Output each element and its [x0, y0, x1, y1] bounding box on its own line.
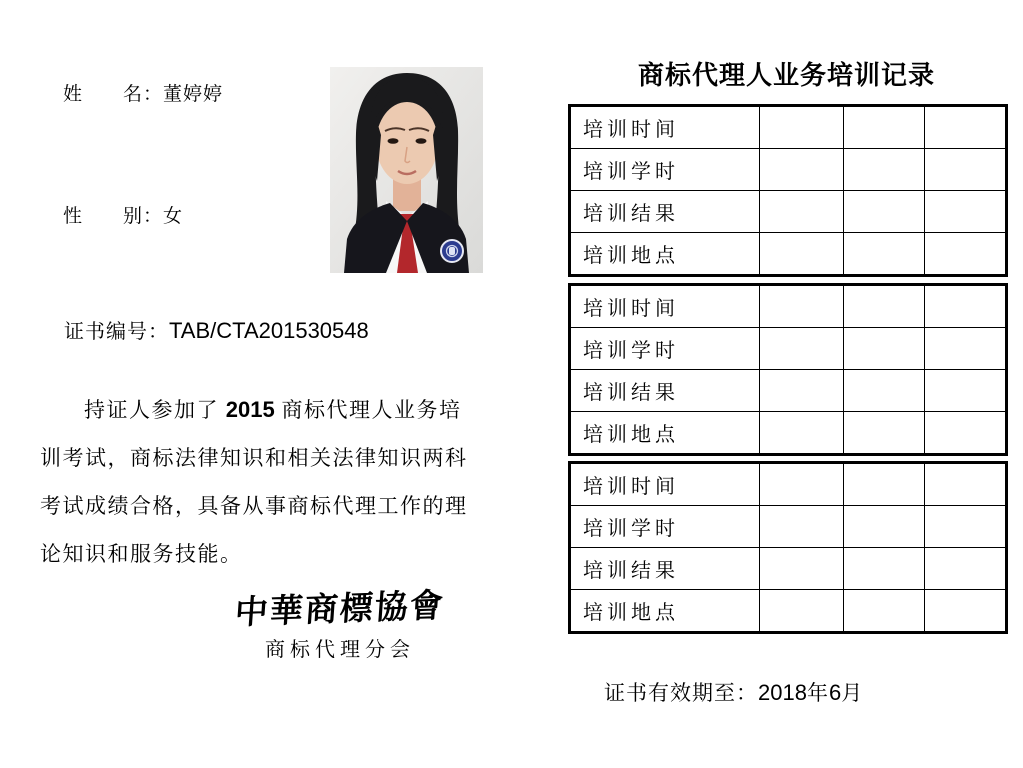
empty-cell [760, 463, 844, 506]
valid-until-year: 2018 [758, 680, 807, 705]
valid-until-month-unit: 月 [841, 681, 864, 705]
table-row [570, 191, 1007, 233]
training-record-table-2 [568, 283, 1008, 456]
statement-line-3: 考试成绩合格，具备从事商标代理工作的理 [40, 494, 468, 518]
association-seal-signature: 中華商標協會 [233, 588, 446, 632]
branch-subtitle: 商标代理分会 [265, 639, 415, 661]
empty-cell [760, 328, 844, 370]
empty-cell [925, 106, 1007, 149]
empty-cell [925, 191, 1007, 233]
statement-line-1: 持证人参加了 2015 商标代理人业务培 [84, 397, 462, 422]
gender-value: 女 [163, 206, 184, 227]
empty-cell [760, 506, 844, 548]
id-photo [330, 67, 483, 273]
training-record-table-1 [568, 104, 1008, 277]
empty-cell [760, 590, 844, 633]
table-row [570, 548, 1007, 590]
row-label-time: 培训时间 [570, 285, 760, 328]
row-label-hours: 培训学时 [570, 328, 760, 370]
valid-until-year-unit: 年 [806, 681, 829, 705]
certificate-number-label: 证书编号： [64, 321, 169, 343]
empty-cell [844, 412, 925, 455]
empty-cell [760, 106, 844, 149]
training-record-table-3 [568, 461, 1008, 634]
row-label-location: 培训地点 [570, 412, 760, 455]
row-label-result: 培训结果 [570, 191, 760, 233]
empty-cell [760, 233, 844, 276]
empty-cell [844, 328, 925, 370]
empty-cell [760, 191, 844, 233]
empty-cell [925, 149, 1007, 191]
gender-label: 性 别： [63, 206, 164, 227]
empty-cell [844, 370, 925, 412]
row-label-location: 培训地点 [570, 590, 760, 633]
name-label: 姓 名： [63, 84, 164, 105]
table-row [570, 370, 1007, 412]
empty-cell [844, 233, 925, 276]
statement-line-2: 训考试，商标法律知识和相关法律知识两科 [40, 446, 468, 470]
row-label-location: 培训地点 [570, 233, 760, 276]
empty-cell [760, 412, 844, 455]
empty-cell [844, 149, 925, 191]
id-photo-graphic [330, 67, 483, 273]
row-label-result: 培训结果 [570, 370, 760, 412]
year-2015: 2015 [225, 397, 275, 422]
certificate-statement [40, 386, 484, 578]
row-label-hours: 培训学时 [570, 506, 760, 548]
table-row [570, 506, 1007, 548]
empty-cell [760, 370, 844, 412]
table-row [570, 463, 1007, 506]
statement-line-4: 论知识和服务技能。 [40, 542, 243, 566]
gender-line [40, 179, 183, 250]
empty-cell [925, 370, 1007, 412]
empty-cell [925, 463, 1007, 506]
certificate-number-line [40, 292, 369, 367]
table-row [570, 328, 1007, 370]
valid-until-label: 证书有效期至： [604, 681, 758, 705]
empty-cell [844, 463, 925, 506]
table-row [570, 412, 1007, 455]
name-line [40, 57, 223, 128]
empty-cell [925, 233, 1007, 276]
valid-until-month: 6 [828, 680, 842, 705]
table-row [570, 285, 1007, 328]
empty-cell [844, 590, 925, 633]
row-label-time: 培训时间 [570, 463, 760, 506]
empty-cell [925, 328, 1007, 370]
empty-cell [844, 548, 925, 590]
empty-cell [925, 590, 1007, 633]
name-value: 董婷婷 [163, 84, 224, 105]
table-row [570, 590, 1007, 633]
empty-cell [925, 548, 1007, 590]
empty-cell [925, 506, 1007, 548]
row-label-time: 培训时间 [570, 106, 760, 149]
empty-cell [844, 506, 925, 548]
empty-cell [925, 285, 1007, 328]
empty-cell [760, 548, 844, 590]
row-label-result: 培训结果 [570, 548, 760, 590]
empty-cell [844, 285, 925, 328]
empty-cell [760, 285, 844, 328]
valid-until-line [579, 652, 863, 732]
empty-cell [844, 191, 925, 233]
certificate-number-value: TAB/CTA201530548 [169, 318, 369, 343]
empty-cell [925, 412, 1007, 455]
table-row [570, 149, 1007, 191]
table-row [570, 106, 1007, 149]
empty-cell [844, 106, 925, 149]
empty-cell [760, 149, 844, 191]
table-row [570, 233, 1007, 276]
row-label-hours: 培训学时 [570, 149, 760, 191]
page-title: 商标代理人业务培训记录 [637, 60, 935, 90]
